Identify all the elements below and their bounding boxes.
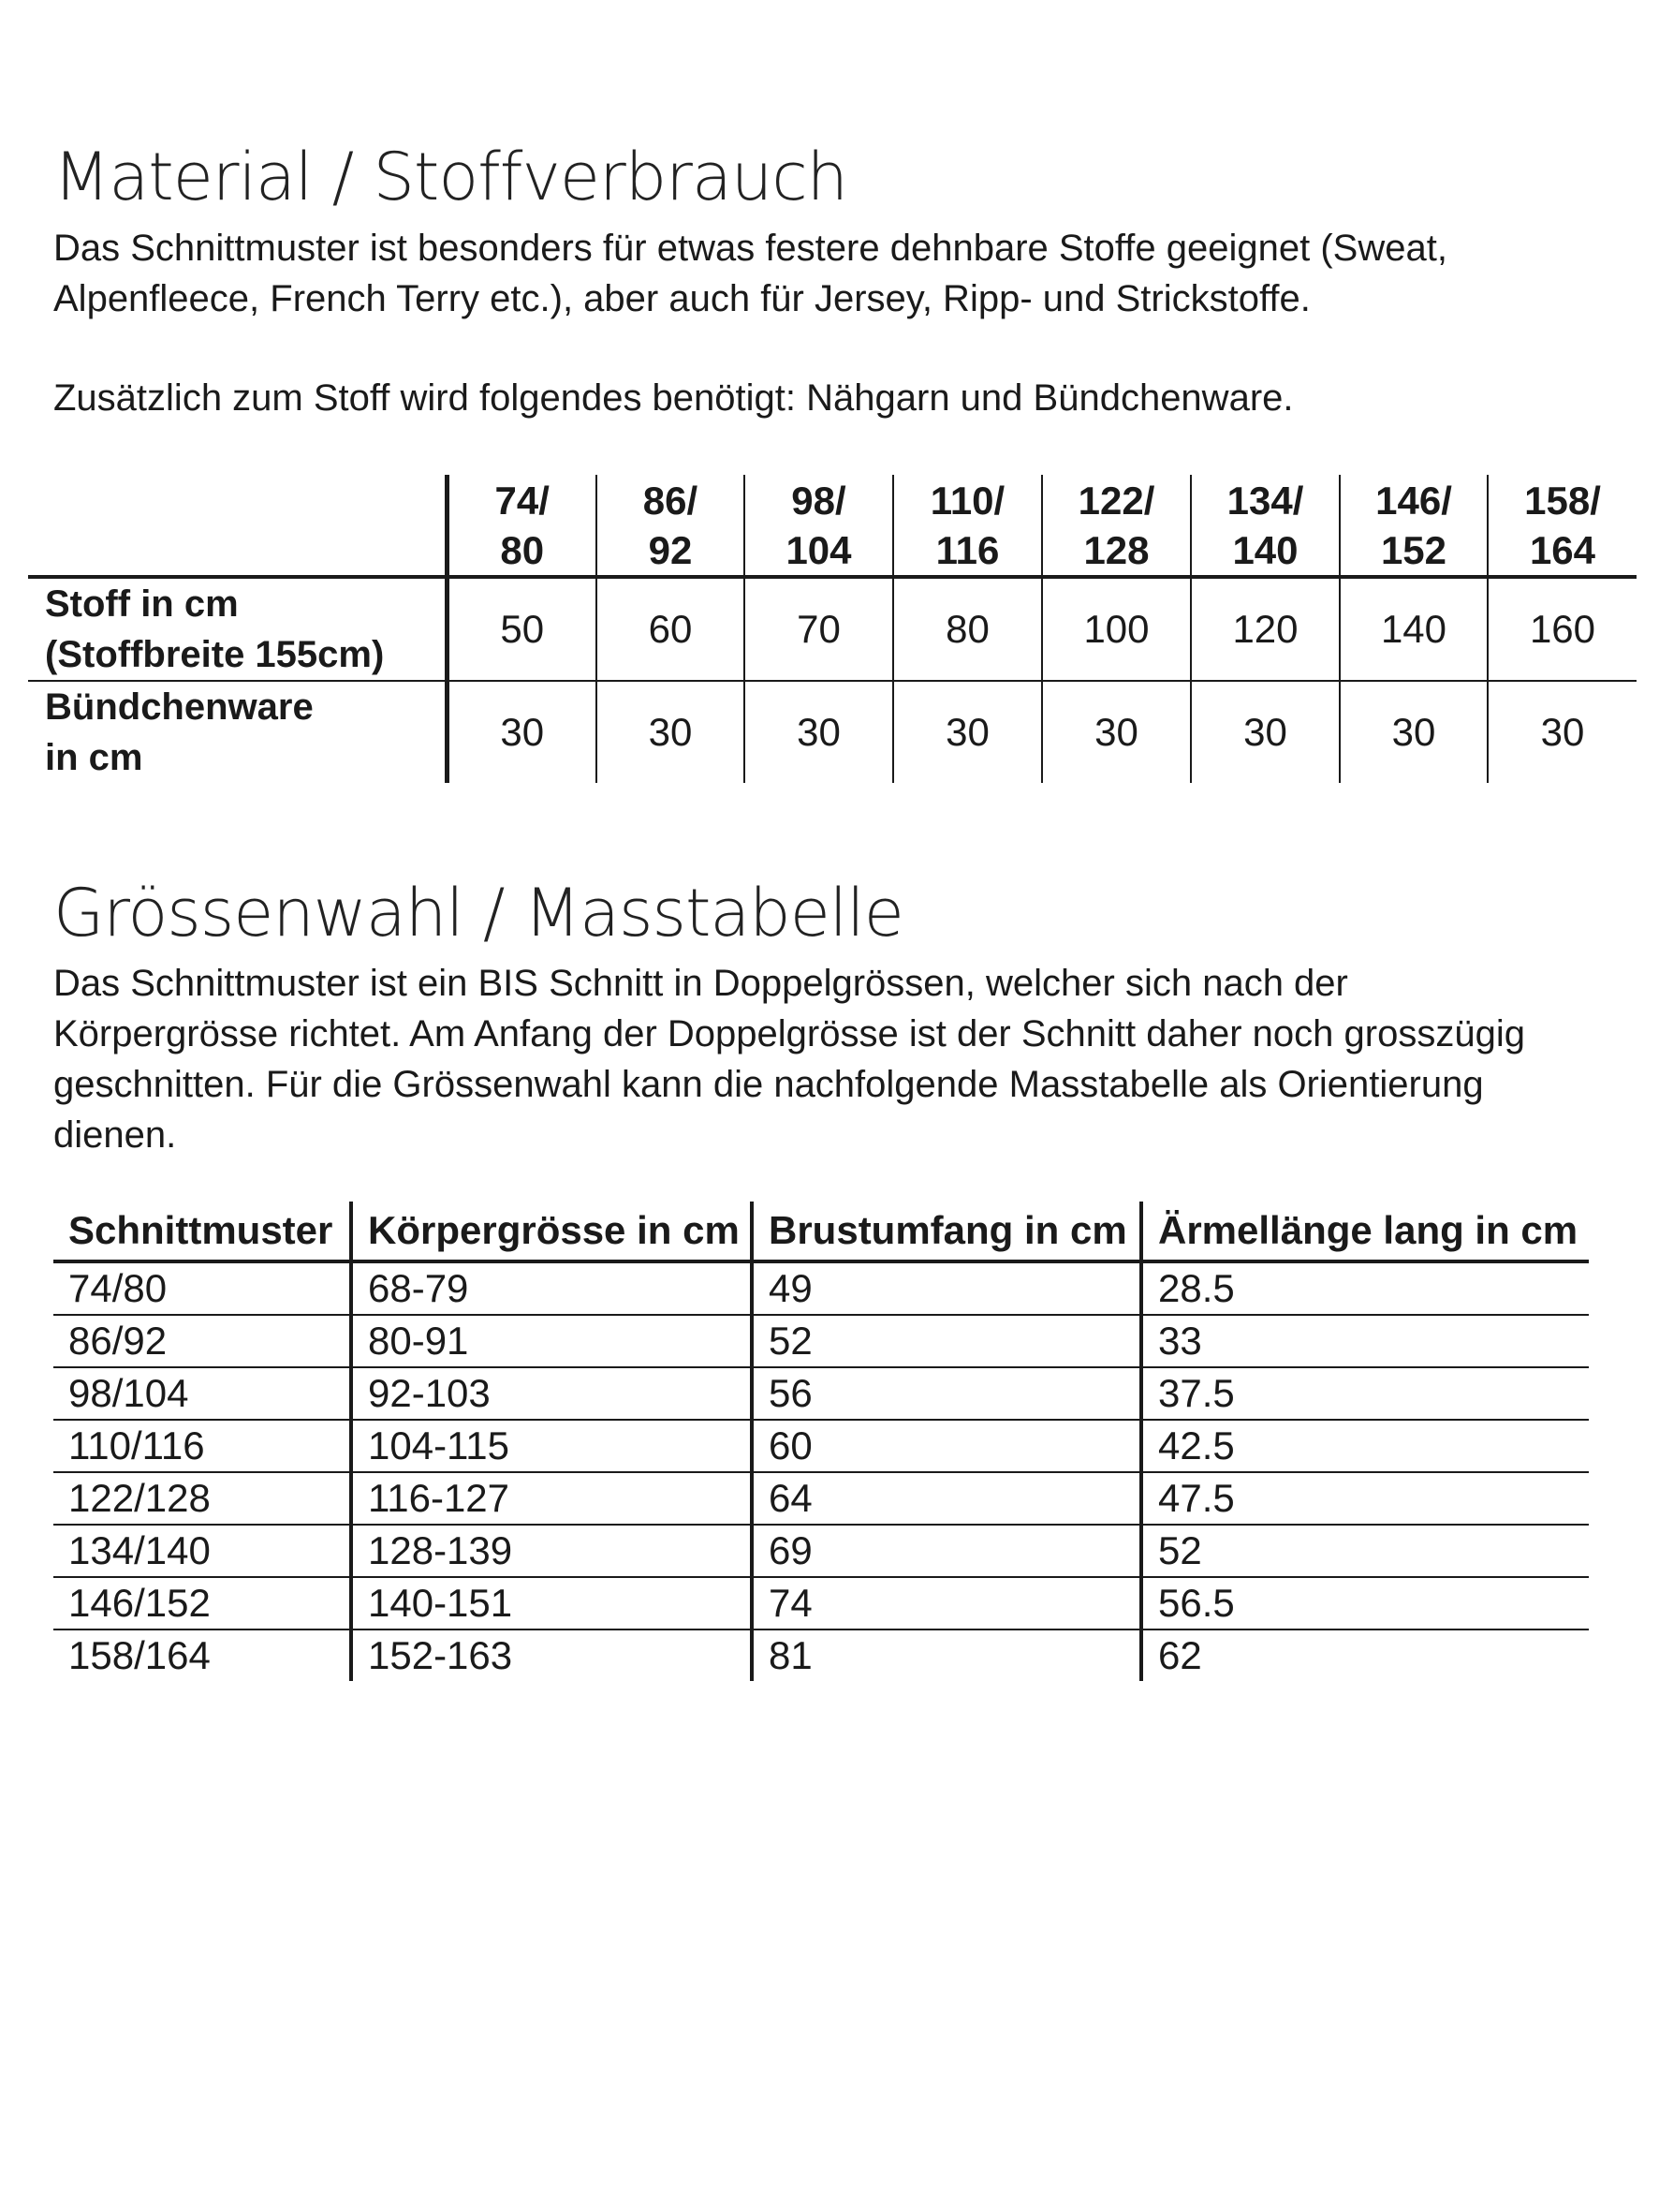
sizing-paragraph: Das Schnittmuster ist ein BIS Schnitt in Doppelgrössen, welcher sich nach der Körpergrösse richtet. Am Anfang der Doppelgrösse ist der Schnitt daher noch grosszügig geschnitten. Für die Grössenwahl kann die nachfolgende Masstabelle als Orientierung dienen. <box>53 963 1525 1156</box>
size-header-top: 86/ <box>642 478 698 523</box>
size-chart-cell: 28.5 <box>1141 1261 1589 1315</box>
size-header-top: 146/ <box>1375 478 1452 523</box>
row-label-line: in cm <box>45 737 143 778</box>
size-chart-cell: 56 <box>752 1367 1141 1420</box>
cuff-row <box>28 681 1637 783</box>
amount-cell: 30 <box>1488 681 1637 783</box>
size-header-top: 158/ <box>1524 478 1601 523</box>
row-label-line: (Stoffbreite 155cm) <box>45 634 385 675</box>
row-label <box>28 681 447 783</box>
size-chart-row <box>53 1261 1589 1315</box>
amount-cell: 30 <box>893 681 1042 783</box>
size-chart-cell: 140-151 <box>351 1577 752 1630</box>
size-chart-header: Brustumfang in cm <box>752 1202 1141 1261</box>
size-header-bottom: 80 <box>500 527 545 572</box>
size-chart-cell: 69 <box>752 1525 1141 1577</box>
amount-cell: 80 <box>893 577 1042 681</box>
size-chart-row <box>53 1420 1589 1472</box>
size-header-4 <box>1042 475 1191 577</box>
size-chart-row <box>53 1577 1589 1630</box>
size-chart-header-row <box>53 1202 1589 1261</box>
size-chart-cell: 98/104 <box>53 1367 351 1420</box>
size-chart-body <box>53 1261 1589 1681</box>
size-chart-cell: 134/140 <box>53 1525 351 1577</box>
size-chart-cell: 37.5 <box>1141 1367 1589 1420</box>
amount-cell: 30 <box>1042 681 1191 783</box>
size-header-top: 122/ <box>1078 478 1155 523</box>
amount-cell: 60 <box>596 577 744 681</box>
size-chart-cell: 33 <box>1141 1315 1589 1367</box>
size-header-bottom: 92 <box>648 527 693 572</box>
size-header-top: 98/ <box>791 478 846 523</box>
size-header-3 <box>893 475 1042 577</box>
size-header-top: 74/ <box>494 478 550 523</box>
size-chart-cell: 86/92 <box>53 1315 351 1367</box>
size-chart-cell: 47.5 <box>1141 1472 1589 1525</box>
size-chart-row <box>53 1630 1589 1681</box>
amount-cell: 30 <box>1191 681 1340 783</box>
size-header-0 <box>447 475 596 577</box>
size-chart-cell: 80-91 <box>351 1315 752 1367</box>
size-chart-cell: 110/116 <box>53 1420 351 1472</box>
size-header-top: 110/ <box>930 478 1006 523</box>
size-chart-header: Körpergrösse in cm <box>351 1202 752 1261</box>
size-chart-cell: 56.5 <box>1141 1577 1589 1630</box>
amount-cell: 70 <box>744 577 893 681</box>
size-header-5 <box>1191 475 1340 577</box>
material-paragraph: Das Schnittmuster ist besonders für etwas festere dehnbare Stoffe geeignet (Sweat, Alpenfleece, French Terry etc.), aber auch für Jersey, Ripp- und Strickstoffe. <box>53 228 1447 319</box>
size-chart-row <box>53 1367 1589 1420</box>
row-label <box>28 577 447 681</box>
size-header-bottom: 128 <box>1083 527 1150 572</box>
size-chart-cell: 158/164 <box>68 1633 211 1677</box>
corner-cell <box>28 475 447 577</box>
size-header-bottom: 116 <box>935 527 1000 572</box>
size-chart-cell: 152-163 <box>351 1630 752 1681</box>
size-chart-cell: 60 <box>752 1420 1141 1472</box>
amount-cell: 30 <box>447 681 596 783</box>
size-chart-cell: 81 <box>752 1630 1141 1681</box>
size-header-7 <box>1488 475 1637 577</box>
size-chart-cell: 62 <box>1141 1630 1589 1681</box>
size-chart-row <box>53 1472 1589 1525</box>
size-chart-row <box>53 1315 1589 1367</box>
size-header-1 <box>596 475 744 577</box>
size-header-top: 134/ <box>1226 478 1304 523</box>
size-chart-header: Ärmellänge lang in cm <box>1141 1202 1589 1261</box>
amount-cell: 30 <box>1340 681 1488 783</box>
fabric-consumption-table <box>28 475 1637 783</box>
size-header-bottom: 140 <box>1232 527 1299 572</box>
size-chart-cell: 64 <box>752 1472 1141 1525</box>
size-chart-header: Schnittmuster <box>53 1202 351 1261</box>
amount-cell: 120 <box>1191 577 1340 681</box>
amount-cell: 50 <box>447 577 596 681</box>
size-chart-cell: 116-127 <box>351 1472 752 1525</box>
amount-cell: 30 <box>744 681 893 783</box>
amount-cell: 160 <box>1488 577 1637 681</box>
size-chart-cell: 122/128 <box>53 1472 351 1525</box>
size-chart-cell: 52 <box>752 1315 1141 1367</box>
fabric-row <box>28 577 1637 681</box>
row-label-line: Stoff in cm <box>45 583 239 625</box>
size-header-bottom: 164 <box>1529 527 1596 572</box>
size-header-2 <box>744 475 893 577</box>
size-header-row <box>28 475 1637 577</box>
material-heading: Material / Stoffverbrauch <box>53 139 848 215</box>
size-header-bottom: 104 <box>785 527 852 572</box>
sizing-heading: Grössenwahl / Masstabelle <box>53 875 903 951</box>
size-chart-cell: 52 <box>1141 1525 1589 1577</box>
material-note: Zusätzlich zum Stoff wird folgendes benötigt: Nähgarn und Bündchenware. <box>53 377 1294 419</box>
row-label-line: Bündchenware <box>45 686 314 728</box>
size-chart-cell: 49 <box>752 1261 1141 1315</box>
size-chart-cell: 128-139 <box>351 1525 752 1577</box>
size-chart-cell: 146/152 <box>53 1577 351 1630</box>
amount-cell: 140 <box>1340 577 1488 681</box>
size-chart-cell: 74 <box>752 1577 1141 1630</box>
amount-cell: 100 <box>1042 577 1191 681</box>
size-chart-cell: 74/80 <box>53 1261 351 1315</box>
size-chart-row <box>53 1525 1589 1577</box>
size-header-bottom: 152 <box>1380 527 1447 572</box>
size-header-6 <box>1340 475 1488 577</box>
size-chart-cell: 68-79 <box>351 1261 752 1315</box>
size-chart-cell: 92-103 <box>351 1367 752 1420</box>
size-chart-table <box>53 1202 1589 1681</box>
amount-cell: 30 <box>596 681 744 783</box>
size-chart-cell: 42.5 <box>1141 1420 1589 1472</box>
size-chart-cell: 104-115 <box>351 1420 752 1472</box>
